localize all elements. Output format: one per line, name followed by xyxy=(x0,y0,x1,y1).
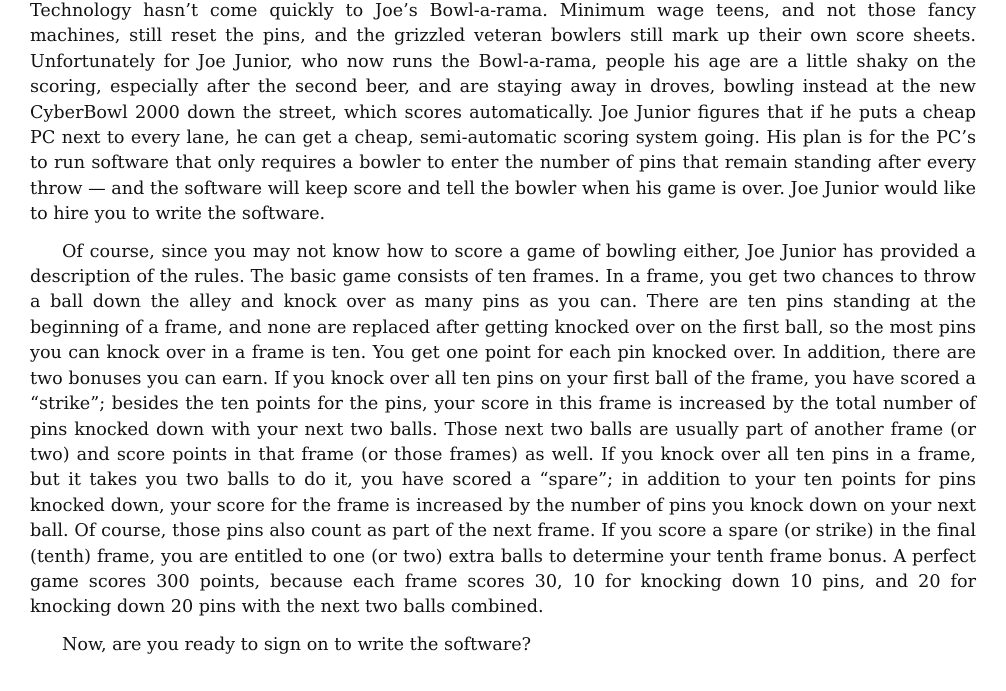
paragraph-question: Now, are you ready to sign on to write the software? xyxy=(62,634,532,655)
paragraph-rules: Of course, since you may not know how to score a game of bowling either, Joe Junior has provided a description of the rules. The basic game consists of ten frames. In a frame, you get two chances to throw a ball down the alley and knock over as many pins as you can. There are ten pins standing at the beginning of a frame, and none are replaced after getting knocked over on the first ball, so the most pins you can knock over in a frame is ten. You get one point for each pin knocked over. In addition, there are two bonuses you can earn. If you knock over all ten pins on your first ball of the frame, you have scored a “strike”; besides the ten points for the pins, your score in this frame is increased by the total number of pins knocked down with your next two balls. Those next two balls are usually part of another frame (or two) and score points in that frame (or those frames) as well. If you knock over all ten pins in a frame, but it takes you two balls to do it, you have scored a “spare”; in addition to your ten points for pins knocked down, your score for the frame is increased by the number of pins you knock down on your next ball. Of course, those pins also count as part of the next frame. If you score a spare (or strike) in the final (tenth) frame, you are entitled to one (or two) extra balls to determine your tenth frame bonus. A perfect game scores 300 points, because each frame scores 30, 10 for knocking down 10 pins, and 20 for knocking down 20 pins with the next two balls combined. xyxy=(30,241,976,618)
paragraph-intro: Technology hasn’t come quickly to Joe’s Bowl-a-rama. Minimum wage teens, and not those fancy machines, still reset the pins, and the grizzled veteran bowlers still mark up their own score sheets. Unfortunately for Joe Junior, who now runs the Bowl-a-rama, people his age are a little shaky on the scoring, especially after the second beer, and are staying away in droves, bowling instead at the new CyberBowl 2000 down the street, which scores automatically. Joe Junior figures that if he puts a cheap PC next to every lane, he can get a cheap, semi-automatic scoring system going. His plan is for the PC’s to run software that only requires a bowler to enter the number of pins that remain standing after every throw — and the software will keep score and tell the bowler when his game is over. Joe Junior would like to hire you to write the software. xyxy=(30,1,976,225)
